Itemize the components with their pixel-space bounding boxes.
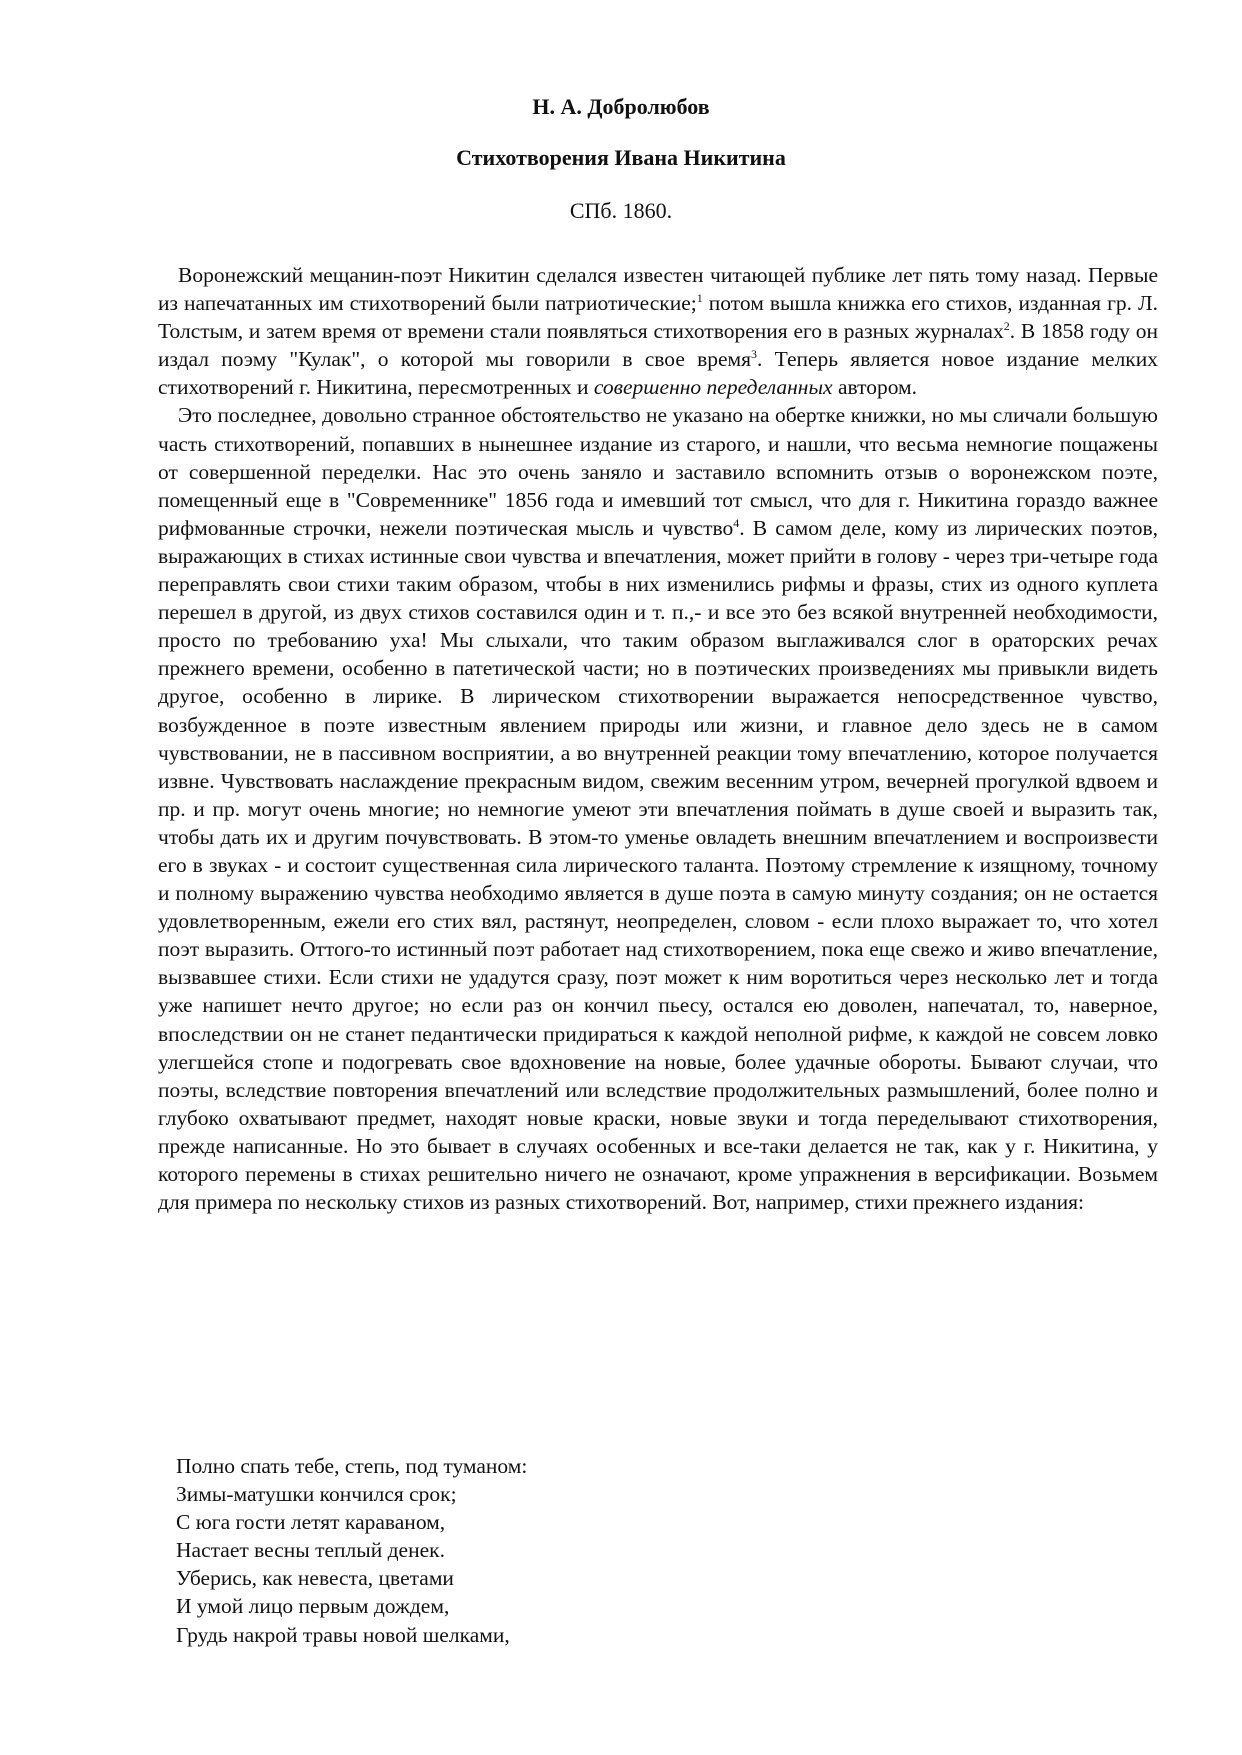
poem-line: И умой лицо первым дождем, <box>176 1594 450 1619</box>
footnote-ref-3: 3 <box>751 347 758 362</box>
poem-line: Уберись, как невеста, цветами <box>176 1566 454 1591</box>
document-title: Стихотворения Ивана Никитина <box>456 145 786 170</box>
paragraph-1 <box>158 261 1158 401</box>
footnote-ref-4: 4 <box>733 515 740 530</box>
paragraph-text: потом вышла книжка его стихов, изданная гр. Л. Толстым, и затем время от времени стали появляться стихотворения его в разных журналах <box>158 291 1158 344</box>
paragraph-text: Это последнее, довольно странное обстоятельство не указано на обертке книжки, но мы сличали большую часть стихотворений, попавших в нынешнее издание из старого, и нашли, что весьма немногие пощажены от совершенной переделки. Нас это очень заняло и заставило вспомнить отзыв о воронежском поэте, помещенный еще в "Современнике" 1856 года и имевший тот смысл, что для г. Никитина гораздо важнее рифмованные строчки, нежели поэтическая мысль и чувство <box>158 403 1158 540</box>
paragraph-text: Воронежский мещанин-поэт Никитин сделался известен читающей публике лет пять тому назад. Первые из напечатанных им стихотворений были патриотические; <box>158 263 1158 316</box>
poem-line: Настает весны теплый денек. <box>176 1538 445 1563</box>
author-name: Н. А. Добролюбов <box>532 94 710 119</box>
paragraph-text: . В 1858 году он издал поэму "Кулак", о которой мы говорили в свое время <box>158 319 1158 372</box>
footnote-ref-2: 2 <box>1003 319 1010 334</box>
publication-info: СПб. 1860. <box>569 198 673 223</box>
paragraph-text: . Теперь является новое издание мелких стихотворений г. Никитина, пересмотренных и <box>158 347 1159 400</box>
poem-line: Зимы-матушки кончился срок; <box>176 1482 457 1507</box>
poem-quote <box>176 1452 527 1649</box>
paragraph-text: . В самом деле, кому из лирических поэтов, выражающих в стихах истинные свои чувства и впечатления, может прийти в голову - через три-четыре года переправлять свои стихи таким образом, чтобы в них изменились рифмы и фразы, стих из одного куплета перешел в другой, из двух стихов составился один и т. п.,- и все это без всякой внутренней необходимости, просто по требованию уха! Мы слыхали, что таким образом выглаживался слог в ораторских речах прежнего времени, особенно в патетической части; но в поэтических произведениях мы привыкли видеть другое, особенно в лирике. В лирическом стихотворении выражается непосредственное чувство, возбужденное в поэте известным явлением природы или жизни, и главное дело здесь не в самом чувствовании, не в пассивном восприятии, а во внутренней реакции тому впечатлению, которое получается извне. Чувствовать наслаждение прекрасным видом, свежим весенним утром, вечерней прогулкой вдвоем и пр. и пр. могут очень многие; но немногие умеют эти впечатления поймать в душе своей и выразить так, чтобы дать их и другим почувствовать. В этом-то уменье овладеть внешним впечатлением и воспроизвести его в звуках - и состоит существенная сила лирического таланта. Поэтому стремление к изящному, точному и полному выражению чувства необходимо является в душе поэта в самую минуту создания; он не остается удовлетворенным, ежели его стих вял, растянут, неопределен, словом - если плохо выражает то, что хотел поэт выразить. Оттого-то истинный поэт работает над стихотворением, пока еще свежо и живо впечатление, вызвавшее стихи. Если стихи не удадутся сразу, поэт может к ним воротиться через несколько лет и тогда уже напишет нечто другое; но если раз он кончил пьесу, остался ею доволен, напечатал, то, наверное, впоследствии он не станет педантически придираться к каждой неполной рифме, к каждой не совсем ловко улегшейся стопе и подогревать свое вдохновение на новые, более удачные обороты. Бывают случаи, что поэты, вследствие повторения впечатлений или вследствие продолжительных размышлений, более полно и глубоко охватывают предмет, находят новые краски, новые звуки и тогда переделывают стихотворения, прежде написанные. Но это бывает в случаях особенных и все-таки делается не так, как у г. Никитина, у которого перемены в стихах решительно ничего не означают, кроме упражнения в версификации. Возьмем для примера по нескольку стихов из разных стихотворений. Вот, например, стихи прежнего издания: <box>158 515 1158 1215</box>
footnote-ref-1: 1 <box>696 291 703 306</box>
article-body <box>158 261 1158 1216</box>
poem-line: С юга гости летят караваном, <box>176 1510 446 1535</box>
paragraph-2 <box>158 401 1158 1216</box>
italic-emphasis: совершенно переделанных <box>593 375 833 400</box>
paragraph-text: автором. <box>832 375 918 400</box>
poem-line: Грудь накрой травы новой шелками, <box>176 1622 510 1647</box>
poem-line: Полно спать тебе, степь, под туманом: <box>176 1454 528 1478</box>
